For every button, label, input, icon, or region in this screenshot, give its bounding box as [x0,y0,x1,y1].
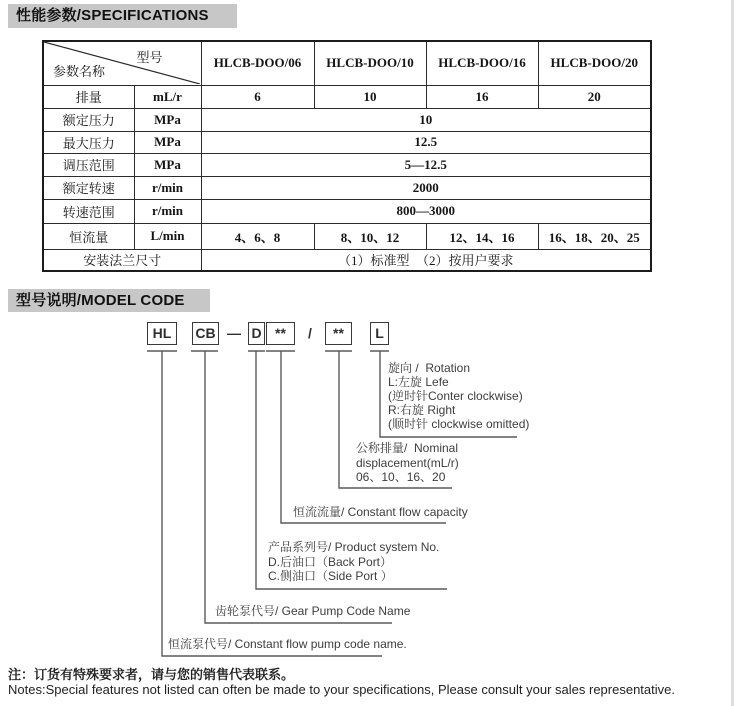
column-header: HLCB-DOO/10 [314,41,426,85]
model-code-dash: — [227,325,241,341]
row-label: 排量 [43,85,134,108]
row-unit: r/min [134,176,201,199]
table-row-flange [43,249,651,271]
model-code-box-cb: CB [192,322,219,345]
cell-value-span: 800—3000 [201,199,651,223]
annotation-line: 恒流流量/ Constant flow capacity [293,505,468,519]
cell-value: 20 [538,85,651,108]
annotation-line: 旋向 / Rotation [388,361,471,375]
row-label: 恒流量 [43,223,134,249]
annotation-gear-pump-code [215,604,410,619]
cell-value-span: 12.5 [201,131,651,153]
table-row-speed-range [43,199,651,223]
row-label: 额定压力 [43,108,134,131]
table-row-pressure-range [43,153,651,176]
row-unit: mL/r [134,85,201,108]
annotation-line: displacement(mL/r) [356,455,459,470]
row-label: 最大压力 [43,131,134,153]
row-label: 调压范围 [43,153,134,176]
annotation-line: C.侧油口（Side Port ） [268,569,393,583]
model-code-box-hl: HL [147,322,177,345]
annotation-pump-code [168,637,407,652]
specifications-table [42,40,652,272]
annotation-product-system [268,540,439,584]
corner-cell [43,41,201,85]
annotation-displacement [356,441,459,485]
annotation-flow-capacity [293,505,468,520]
table-row-rated-pressure [43,108,651,131]
row-unit: MPa [134,153,201,176]
cell-value: 4、6、8 [201,223,314,249]
row-unit: r/min [134,199,201,223]
model-code-box-l: L [370,322,389,345]
note-english: Notes:Special features not listed can often be made to your specifications, Please consult your sales representative. [8,682,675,697]
cell-value: 12、14、16 [426,223,538,249]
row-label: 安装法兰尺寸 [43,249,201,271]
model-code-box-d: D [248,322,265,345]
annotation-line: L:左旋 Lefe [388,375,449,389]
table-header-row [43,41,651,85]
annotation-line: D.后油口（Back Port） [268,554,393,569]
annotation-line: (顺时针 clockwise omitted) [388,417,530,431]
annotation-line: 产品系列号/ Product system No. [268,540,440,554]
cell-value: 16 [426,85,538,108]
table-row-constant-flow [43,223,651,249]
cell-value: 6 [201,85,314,108]
note-chinese: 注：订货有特殊要求者，请与您的销售代表联系。 [8,667,295,682]
cell-value-span: （1）标准型 （2）按用户要求 [201,249,651,271]
cell-value: 10 [314,85,426,108]
annotation-rotation [388,361,529,431]
annotation-line: 齿轮泵代号/ Gear Pump Code Name [215,604,411,618]
table-row-displacement [43,85,651,108]
cell-value: 8、10、12 [314,223,426,249]
model-code-section-title: 型号说明/MODEL CODE [8,289,210,312]
annotation-line: R:右旋 Right [388,403,456,417]
column-header: HLCB-DOO/20 [538,41,651,85]
cell-value-span: 10 [201,108,651,131]
annotation-line: 恒流泵代号/ Constant flow pump code name. [168,637,407,651]
table-row-rated-speed [43,176,651,199]
specifications-section-title: 性能参数/SPECIFICATIONS [8,4,237,28]
annotation-line: (逆时针Conter clockwise) [388,389,523,403]
cell-value-span: 5—12.5 [201,153,651,176]
table-row-max-pressure [43,131,651,153]
corner-label-model: 型号 [136,50,163,65]
row-unit: L/min [134,223,201,249]
annotation-line: 公称排量/ Nominal [356,441,459,455]
row-label: 转速范围 [43,199,134,223]
cell-value: 16、18、20、25 [538,223,651,249]
row-unit: MPa [134,131,201,153]
column-header: HLCB-DOO/06 [201,41,314,85]
corner-label-parameter: 参数名称 [53,63,106,79]
model-code-box-stars-2: ** [325,322,352,345]
row-label: 额定转速 [43,176,134,199]
model-code-slash: / [308,325,312,341]
annotation-line: 06、10、16、20 [356,470,446,484]
cell-value-span: 2000 [201,176,651,199]
row-unit: MPa [134,108,201,131]
model-code-box-stars-1: ** [266,322,295,345]
column-header: HLCB-DOO/16 [426,41,538,85]
